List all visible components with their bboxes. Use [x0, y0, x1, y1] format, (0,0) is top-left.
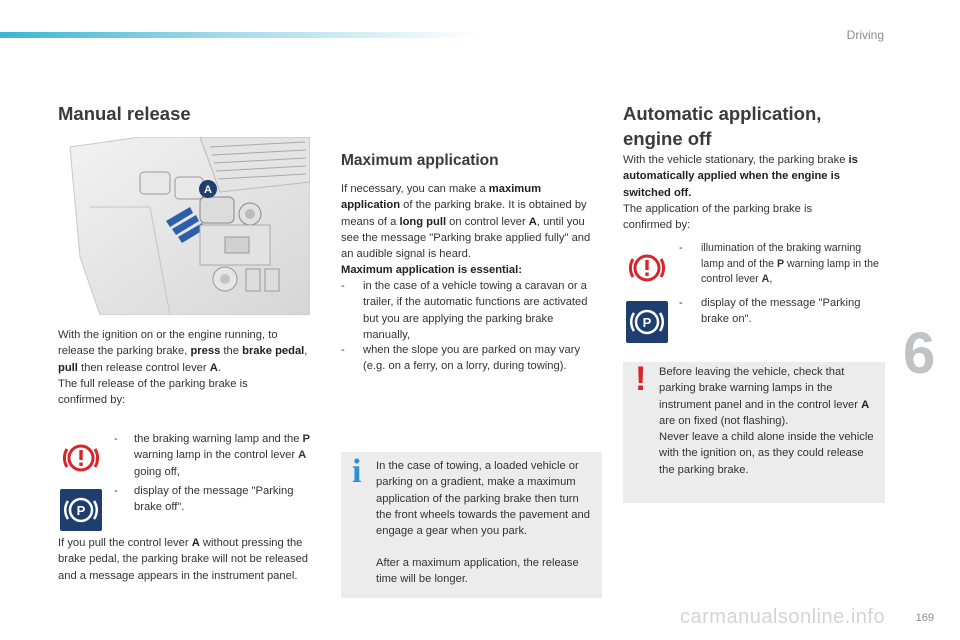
child-safety-text: Never leave a child alone inside the vehicle with the ignition on, as they could release the parking brake.: [659, 431, 874, 476]
warning-icon: !: [635, 360, 647, 398]
brake-warning-icon: [626, 247, 668, 289]
parking-brake-icon: [60, 489, 102, 531]
maximum-application-intro: If necessary, you can make a maximum application of the parking brake. It is obtained by means of a long pull on control lever A, until you see the message "Parking brake applied fully" and an audible signal is heard.: [341, 183, 591, 261]
maximum-essential-heading: Maximum application is essential:: [341, 264, 522, 276]
release-confirmation-paragraph: The full release of the parking brake is confirmed by:: [58, 378, 248, 407]
automatic-application-title: Automatic application, engine off: [623, 103, 822, 149]
towing-info-text-2: After a maximum application, the release time will be longer.: [376, 557, 579, 586]
lever-marker-label: A: [204, 184, 212, 196]
list-item: - in the case of a vehicle towing a caravan or a trailer, if the automatic functions are activated but you are applying the parking brake manually,: [341, 280, 588, 341]
pull-without-pedal-paragraph: If you pull the control lever A without pressing the brake pedal, the parking brake will not be released and a message appears in the instrument panel.: [58, 537, 309, 582]
svg-text:P: P: [76, 503, 86, 518]
section-label: Driving: [846, 28, 884, 42]
manual-release-title: Manual release: [58, 103, 191, 124]
control-lever-photo: [60, 137, 310, 315]
safety-warning-text: Before leaving the vehicle, check that parking brake warning lamps in the instrument panel and in the control lever A are on fixed (not flashing).: [659, 366, 870, 427]
towing-info-box: [341, 452, 602, 598]
automatic-application-intro: With the vehicle stationary, the parking brake is automatically applied when the engine is switched off.: [623, 154, 858, 199]
footer-watermark: carmanualsonline.info: [680, 606, 886, 628]
automatic-confirmation-paragraph: The application of the parking brake is confirmed by:: [623, 203, 813, 232]
manual-release-paragraph: With the ignition on or the engine running, to release the parking brake, press the brake pedal, pull then release control lever A.: [58, 329, 308, 374]
list-item: - when the slope you are parked on may vary (e.g. on a ferry, on a lorry, during towing).: [341, 344, 581, 373]
towing-info-text: In the case of towing, a loaded vehicle or parking on a gradient, make a maximum application of the parking brake then turn the front wheels towards the pavement and engage a gear when you park.: [376, 460, 590, 538]
maximum-application-title: Maximum application: [341, 152, 499, 169]
parking-brake-icon: [626, 301, 668, 343]
chapter-number: 6: [903, 321, 936, 386]
header-accent-bar: [0, 32, 480, 38]
page-number: 169: [915, 612, 934, 624]
svg-text:P: P: [642, 315, 652, 330]
info-icon: i: [352, 453, 362, 490]
brake-warning-icon: [60, 437, 102, 479]
safety-warning-box: [623, 362, 885, 503]
